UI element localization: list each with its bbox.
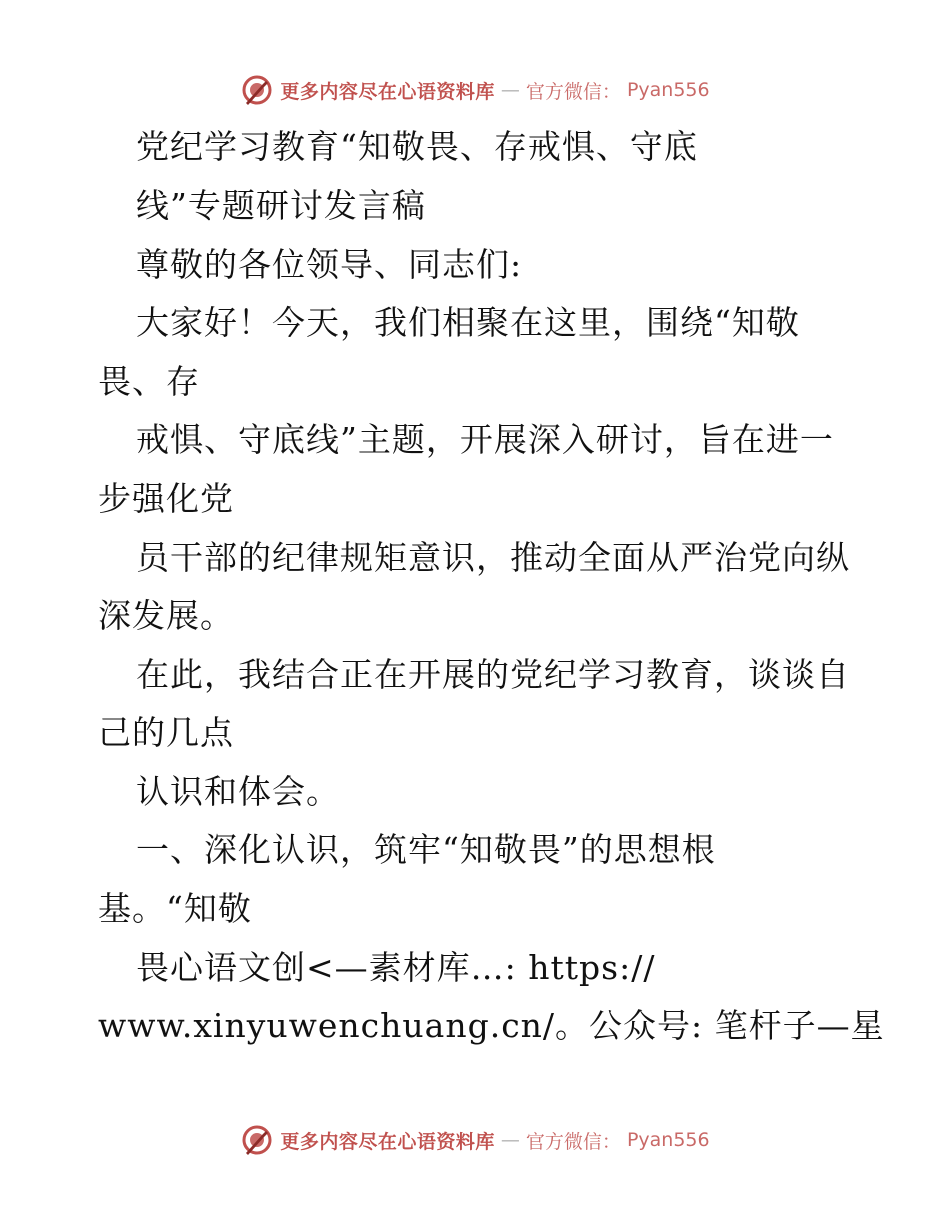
paragraph-line: 大家好！今天，我们相聚在这里，围绕“知敬: [136, 303, 800, 342]
paragraph-line: 在此，我结合正在开展的党纪学习教育，谈谈自: [136, 655, 850, 694]
paragraph-line: www.xinyuwenchuang.cn/。公众号: 笔杆子—星: [98, 1006, 885, 1045]
section-heading-line: 一、深化认识，筑牢“知敬畏”的思想根: [136, 830, 716, 869]
paragraph-line: 戒惧、守底线”主题，开展深入研讨，旨在进一: [136, 420, 834, 459]
paragraph-line: 畏心语文创<—素材库…: https://: [136, 948, 656, 987]
header-watermark: [0, 70, 950, 110]
pen-logo-icon: [240, 1123, 274, 1157]
paragraph-line: 认识和体会。: [136, 772, 340, 811]
pen-logo-icon: [240, 73, 274, 107]
paragraph-line: 己的几点: [98, 713, 234, 752]
watermark-dash: —: [500, 1129, 520, 1151]
paragraph-line: 步强化党: [98, 479, 234, 518]
watermark-wechat-label: 官方微信：: [525, 80, 621, 103]
salutation: 尊敬的各位领导、同志们:: [136, 245, 523, 284]
watermark-main-text: 更多内容尽在心语资料库: [280, 80, 495, 103]
paragraph-line: 畏、存: [98, 362, 200, 401]
title-line-1: 党纪学习教育“知敬畏、存戒惧、守底: [136, 127, 698, 166]
watermark-wechat-id: Pyan556: [626, 1129, 710, 1151]
paragraph-line: 深发展。: [98, 596, 234, 635]
paragraph-line: 员干部的纪律规矩意识，推动全面从严治党向纵: [136, 538, 850, 577]
title-line-2: 线”专题研讨发言稿: [136, 186, 426, 225]
watermark-wechat-id: Pyan556: [626, 79, 710, 101]
watermark-dash: —: [500, 79, 520, 101]
watermark-main-text: 更多内容尽在心语资料库: [280, 1130, 495, 1153]
watermark-wechat-label: 官方微信：: [525, 1130, 621, 1153]
footer-watermark: [0, 1120, 950, 1160]
paragraph-line: 基。“知敬: [98, 889, 252, 928]
